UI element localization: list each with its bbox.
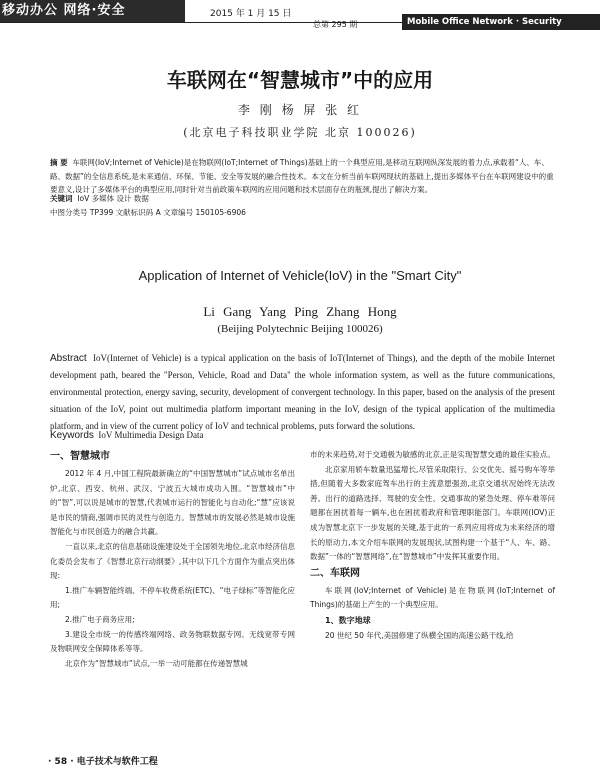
paragraph: 2.推广电子商务应用;: [65, 614, 135, 624]
abstract-en-text: IoV(Internet of Vehicle) is a typical application on the basis of IoT(Internet of Things), and the depth of the mobile Internet development path, beared the "Person, Vehicle, Road and Data" the whole information system, as well as the future communications, environmental protection, energy saving, security, development of convergent technology. In this paper, based on the analysis of the present situation of the IoV, point out multimedia platform important meaning in the IoV, design of the typical application of the multimedia platform, and in view of the current policy of IoV and technical problems, puts forward the solutions.: [50, 353, 556, 431]
abstract-cn: [50, 156, 554, 197]
paragraph: 1.推广车辆智能终端、不停车收费系统(ETC)、“电子绿标”等智能化应用;: [50, 585, 295, 610]
paper-title-en: Application of Internet of Vehicle(IoV) in the "Smart City": [138, 268, 462, 283]
section-heading: 二、车联网: [310, 567, 360, 579]
paragraph: 3.建设全市统一的传感终端网络、政务物联数据专网、无线宽带专网及物联网安全保障体系等等。: [50, 629, 295, 654]
affiliation-en: (Beijing Polytechnic Beijing 100026): [217, 323, 383, 335]
paper-title-cn: 车联网在“智慧城市”中的应用: [166, 68, 434, 92]
classification-cn: 中图分类号 TP399 文献标识码 A 文章编号 150105-6906: [50, 208, 246, 217]
keywords-cn-label: 关键词: [50, 194, 73, 203]
body-column-right: [310, 448, 555, 644]
paragraph: 2012 年 4 月,中国工程院最新确立的“中国智慧城市”试点城市名单出炉,北京、西安、杭州、武汉、宁波五大城市成功入围。“智慧城市”中的“智”,可以说是城市的智慧,代表城市运行的智能化与自动化;“慧”应该说是市民的情商,强调市民的灵性与创造力。智慧城市的发展必然是城市设施智能化与市民创造力的融合共赢。: [50, 469, 295, 537]
abstract-cn-label: 摘 要: [50, 158, 68, 167]
page-footer: · 58 · 电子技术与软件工程: [48, 757, 158, 767]
abstract-en-label: Abstract: [50, 353, 87, 364]
subsection-heading: 1、数字地球: [325, 615, 371, 625]
section-tag: Mobile Office Network · Security: [402, 14, 600, 30]
paragraph: 车联网(IoV;Internet of Vehicle)是在物联网(IoT;Internet of Things)的基础上产生的一个典型应用。: [310, 585, 555, 610]
issue-date: 2015 年 1 月 15 日: [210, 9, 292, 19]
authors-cn: 李 刚 杨 屏 张 红: [237, 103, 363, 117]
body-column-left: [50, 448, 295, 671]
keywords-en: [50, 430, 203, 441]
abstract-cn-text: 车联网(IoV;Internet of Vehicle)是在物联网(IoT;Internet of Things)基础上的一个典型应用,是移动互联网纵深发展的着力点,承载着“人、车、路、数据”的全信息系统,是未来通信、环保、节能、安全等发展的融合性技术。本文在分析当前车联网现状的基础上,提出多媒体平台在车联网建设中的重要意义,设计了多媒体平台的典型应用,同时针对当前政策车联网的应用问题和技术层面存在的瓶颈,提出了解决方案。: [50, 158, 554, 194]
paragraph: 北京家用轿车数量迅猛增长,尽管采取限行、公交优先、摇号购车等举措,但随着大多数家庭驾车出行的主流意愿强劲,北京交通状况始终无法改善。出行的道路选择、驾驶的安全性、交通事故的紧急处理、停车难等问题都在困扰着每一辆车,也在困扰着政府和管理职能部门。车联网(IOV)正成为智慧北京下一步发展的关键,基于此的一系列应用将成为未来经济的增长的原动力,本文介绍车联网的发展现状,试图构建一个基于“人、车、路、数据”一体的“智慧网络”,在“智慧城市”中发挥其重要作用。: [310, 464, 555, 562]
keywords-cn: [50, 193, 149, 204]
affiliation-cn: (北京电子科技职业学院 北京 100026): [183, 126, 417, 139]
keywords-en-items: IoV Multimedia Design Data: [98, 430, 204, 440]
keywords-cn-items: IoV 多媒体 设计 数据: [77, 194, 149, 203]
authors-en: Li Gang Yang Ping Zhang Hong: [203, 304, 397, 319]
keywords-en-label: Keywords: [50, 430, 94, 441]
paragraph: 一直以来,北京的信息基础设施建设处于全国领先地位,北京市经济信息化委员会发布了《智慧北京行动纲要》,其中以下几个方面作为重点突出体现:: [50, 541, 295, 581]
paragraph: 20 世纪 50 年代,美国修建了纵横全国的高速公路干线,给: [325, 630, 514, 640]
issue-number: 总第 295 期: [313, 20, 358, 29]
journal-brand: 移动办公 网络·安全: [0, 0, 185, 22]
section-heading: 一、智慧城市: [50, 451, 110, 462]
paragraph: 市的未来趋势,对于交通极为敏感的北京,正是实现智慧交通的最佳实验点。: [310, 450, 555, 459]
paragraph: 北京作为“智慧城市”试点,一举一动可能都在传递智慧城: [65, 658, 248, 668]
abstract-en: [50, 350, 555, 435]
